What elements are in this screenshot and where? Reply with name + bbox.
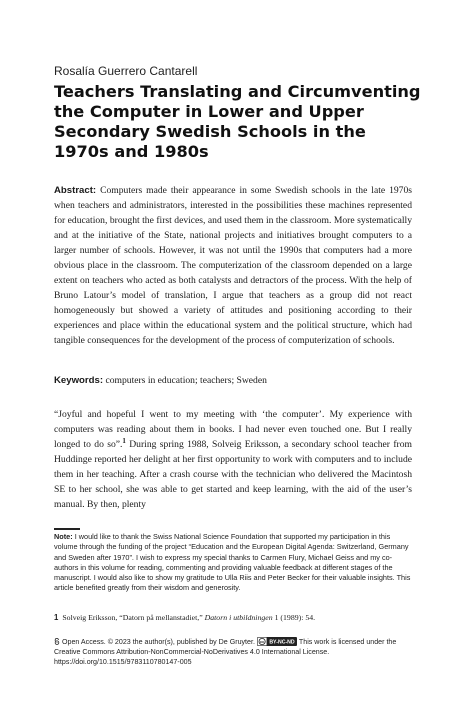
keywords [54,374,412,388]
cc-license-badge-icon [257,637,297,646]
footnote-divider [54,528,80,530]
body-paragraph [54,408,412,513]
cc-badge-label: BY-NC-ND [269,639,295,646]
footnote-number: 1 [54,613,59,622]
license-block [54,637,424,668]
footnote-journal: Datorn i utbildningen [204,613,273,622]
note-label: Note: [54,532,73,541]
open-access-text: Open Access. © 2023 the author(s), published by De Gruyter. [62,638,255,646]
acknowledgment-note [54,532,412,594]
body-continuation: During spring 1988, Solveig Eriksson, a secondary school teacher from Huddinge reported her delight at her first opportunity to work with computers and to include them in her teaching. After a crash course with the technician who delivered the Macintosh SE to her school, she was able to get started and keep learning, with the aid of the user’s manual. By then, plenty [54,438,412,510]
abstract-text: Computers made their appearance in some Swedish schools in the late 1970s when teachers and administrators, interested in the possibilities these machines represented for education, brought the first devices, and used them in the classroom. More systematically and at the initiative of the State, national projects and initiatives brought computers to a larger number of schools. However, it was not until the 1990s that computers had a more obvious place in the classroom. The computerization of the classroom depended on a large extent on teachers who acted as both catalysts and detractors of the process. With the help of Bruno Latour’s model of translation, I argue that teachers as a group did not react homogeneously but showed a variety of attitudes and positioning according to their experiences and place within the educational system and the political structure, which had tangible consequences for the development of the process of computerization of schools. [54,185,412,346]
author-name: Rosalía Guerrero Cantarell [54,64,198,78]
abstract [54,184,412,348]
open-access-lock-icon [54,638,60,645]
abstract-label: Abstract: [54,185,97,196]
footnote-1 [54,613,412,623]
paper-title: Teachers Translating and Circumventing the Computer in Lower and Upper Secondary Swedish Schools in the 1970s and 1980s [54,82,421,161]
license-text: This work is licensed under the Creative Commons Attribution-NonCommercial-NoDerivatives 4.0 International License. [54,638,397,657]
keywords-text: computers in education; teachers; Sweden [105,375,267,386]
keywords-label: Keywords: [54,375,104,386]
footnote-ref[interactable]: 1 [122,436,126,445]
footnote-citation: Solveig Eriksson, “Datorn på mellanstadiet,” [62,613,203,622]
body-quote: “Joyful and hopeful I went to my meeting with ‘the computer’. My experience with computers was reading about them in books. I had never even touched one. But I really longed to do so”. [54,409,412,450]
note-text: I would like to thank the Swiss National Science Foundation that supported my participation in this volume through the funding of the project “Education and the European Digital Agenda: Switzerland, Germany and Sweden after 1970”. I wish to express my special thanks to Carmen Flury, Michael Geiss and my co-authors in this volume for reading, commenting and providing valuable feedback at different stages of the manuscript. I would also like to show my gratitude to Ulla Riis and Peter Becker for their valuable insights. This article benefited greatly from their wisdom and generosity. [54,532,411,593]
footnote-issue: 1 (1989): 54. [274,613,316,622]
doi-link[interactable]: https://doi.org/10.1515/9783110780147-005 [54,658,192,667]
svg-text:cc: cc [259,640,265,644]
